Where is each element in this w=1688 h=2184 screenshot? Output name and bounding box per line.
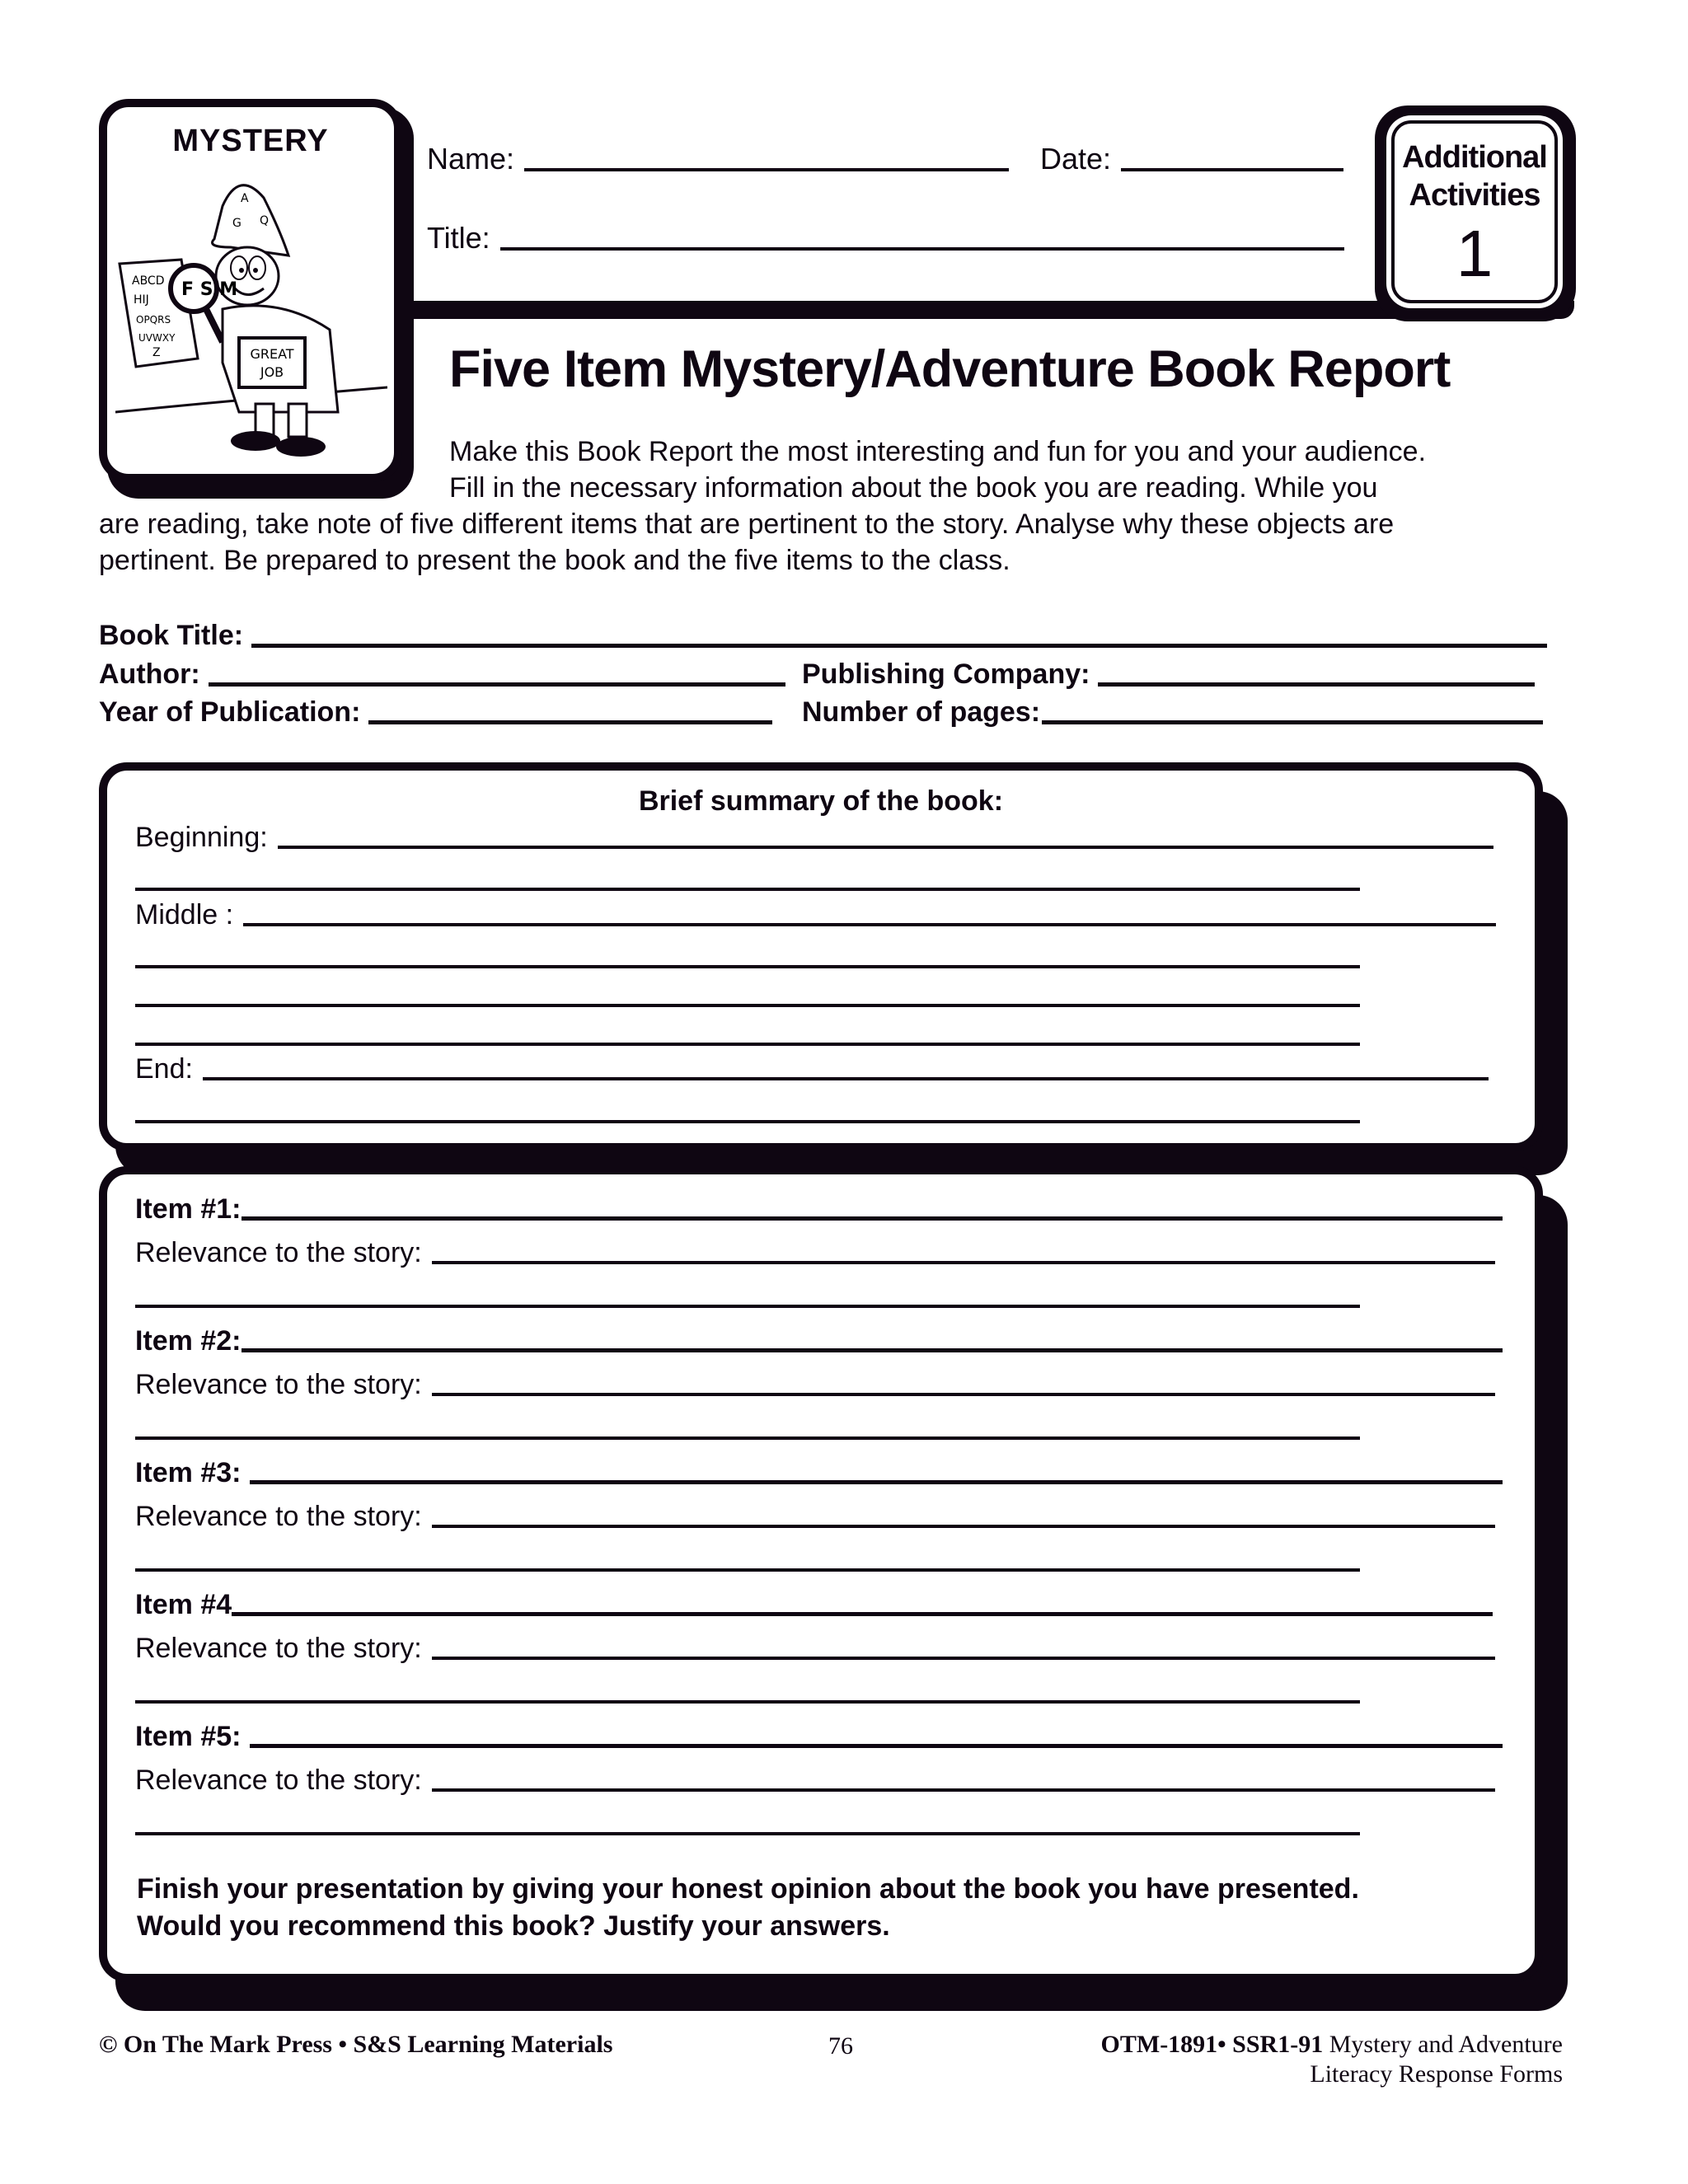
intro-line-1: Make this Book Report the most interesting and fun for you and your audience. (449, 436, 1427, 467)
svg-text:F S M: F S M (181, 279, 238, 300)
item-5-input-line[interactable] (250, 1744, 1503, 1748)
book-title-input-line[interactable] (251, 644, 1547, 648)
footer-code: OTM-1891• SSR1-91 (1100, 2031, 1324, 2058)
name-input-line[interactable] (524, 168, 1009, 171)
pages-row (802, 696, 1543, 729)
svg-text:G: G (232, 217, 241, 230)
date-field-row (1040, 142, 1343, 176)
item-2-relevance-row (135, 1369, 1495, 1401)
middle-label: Middle : (135, 899, 234, 930)
category-label: MYSTERY (172, 124, 329, 158)
item-1-label: Item #1: (135, 1193, 241, 1225)
publishing-company-label: Publishing Company: (802, 658, 1090, 690)
badge-number: 1 (1456, 217, 1493, 290)
item-1-row (135, 1193, 1503, 1226)
pages-input-line[interactable] (1042, 720, 1543, 724)
title-field-row (427, 221, 1344, 255)
item-4-relevance-line-2[interactable] (135, 1700, 1360, 1704)
item-4-row (135, 1589, 1493, 1621)
item-3-relevance-row (135, 1501, 1495, 1533)
svg-text:UVWXY: UVWXY (138, 332, 176, 344)
item-2-relevance-line-2[interactable] (135, 1436, 1360, 1440)
footer-series-title: Mystery and Adventure (1323, 2031, 1563, 2058)
book-title-row (99, 620, 1547, 652)
item-1-relevance-line-2[interactable] (135, 1305, 1360, 1308)
title-input-line[interactable] (500, 247, 1344, 251)
year-row (99, 696, 772, 729)
item-2-label: Item #2: (135, 1325, 241, 1357)
middle-row (135, 899, 1496, 931)
items-panel (99, 1166, 1543, 1982)
item-5-relevance-line-2[interactable] (135, 1832, 1360, 1835)
item-1-relevance-input-line[interactable] (432, 1261, 1495, 1264)
item-3-relevance-input-line[interactable] (432, 1525, 1495, 1528)
footer-series-line-1 (1101, 2031, 1563, 2059)
name-label: Name: (427, 142, 515, 176)
svg-text:OPQRS: OPQRS (136, 314, 171, 326)
item-5-relevance-label: Relevance to the story: (135, 1765, 422, 1796)
page-title: Five Item Mystery/Adventure Book Report (449, 340, 1451, 398)
item-3-input-line[interactable] (250, 1480, 1503, 1484)
closing-line-2: Would you recommend this book? Justify your answers. (137, 1910, 890, 1942)
svg-text:Q: Q (260, 214, 270, 227)
end-input-line[interactable] (203, 1077, 1489, 1080)
footer-page-number: 76 (828, 2032, 853, 2060)
item-2-relevance-input-line[interactable] (432, 1393, 1495, 1396)
item-4-relevance-input-line[interactable] (432, 1657, 1495, 1660)
middle-line-3[interactable] (135, 1004, 1360, 1007)
item-4-relevance-row (135, 1633, 1495, 1665)
item-4-label: Item #4 (135, 1589, 232, 1620)
title-label: Title: (427, 221, 490, 255)
end-label: End: (135, 1053, 193, 1085)
item-2-relevance-label: Relevance to the story: (135, 1369, 422, 1400)
year-of-publication-label: Year of Publication: (99, 696, 361, 728)
author-label: Author: (99, 658, 200, 690)
item-4-input-line[interactable] (232, 1612, 1493, 1616)
item-3-row (135, 1457, 1503, 1489)
beginning-input-line[interactable] (278, 846, 1493, 849)
additional-activities-badge (1375, 105, 1576, 321)
item-4-relevance-label: Relevance to the story: (135, 1633, 422, 1664)
middle-line-2[interactable] (135, 965, 1360, 968)
item-3-label: Item #3: (135, 1457, 241, 1488)
item-3-relevance-line-2[interactable] (135, 1568, 1360, 1572)
book-title-label: Book Title: (99, 620, 244, 651)
svg-text:A: A (241, 192, 249, 205)
item-5-relevance-row (135, 1765, 1495, 1797)
item-5-label: Item #5: (135, 1721, 241, 1752)
beginning-line-2[interactable] (135, 888, 1360, 891)
summary-heading: Brief summary of the book: (638, 785, 1004, 817)
badge-line-1: Additional (1402, 140, 1547, 175)
middle-input-line[interactable] (243, 923, 1496, 926)
author-row (99, 658, 785, 691)
footer-series-line-2: Literacy Response Forms (1310, 2060, 1563, 2088)
publishing-company-input-line[interactable] (1098, 682, 1535, 687)
badge-line-2: Activities (1409, 178, 1540, 213)
year-input-line[interactable] (368, 720, 772, 724)
item-1-relevance-label: Relevance to the story: (135, 1237, 422, 1268)
item-5-row (135, 1721, 1503, 1753)
author-input-line[interactable] (209, 682, 785, 687)
intro-line-3: are reading, take note of five different items that are pertinent to the story. Analyse why these objects are (99, 509, 1395, 540)
intro-line-4: pertinent. Be prepared to present the book and the five items to the class. (99, 545, 1010, 576)
detective-illustration-icon (115, 165, 387, 462)
name-field-row (427, 142, 1009, 176)
item-1-relevance-row (135, 1237, 1495, 1269)
footer-copyright: © On The Mark Press • S&S Learning Materials (99, 2031, 613, 2058)
item-5-relevance-input-line[interactable] (432, 1788, 1495, 1792)
svg-text:JOB: JOB (260, 364, 284, 380)
date-label: Date: (1040, 142, 1112, 176)
end-line-2[interactable] (135, 1120, 1360, 1123)
summary-panel (99, 762, 1543, 1151)
publishing-company-row (802, 658, 1535, 691)
mystery-category-box (99, 99, 402, 482)
beginning-label: Beginning: (135, 822, 268, 853)
beginning-row (135, 822, 1493, 854)
svg-text:ABCD: ABCD (132, 274, 165, 288)
end-row (135, 1053, 1489, 1085)
svg-text:Z: Z (152, 346, 161, 359)
item-3-relevance-label: Relevance to the story: (135, 1501, 422, 1532)
date-input-line[interactable] (1121, 168, 1343, 171)
item-2-row (135, 1325, 1503, 1357)
item-2-input-line[interactable] (241, 1348, 1503, 1352)
item-1-input-line[interactable] (241, 1216, 1503, 1221)
intro-line-2: Fill in the necessary information about the book you are reading. While you (449, 472, 1378, 504)
middle-line-4[interactable] (135, 1043, 1360, 1046)
number-of-pages-label: Number of pages: (802, 696, 1041, 728)
svg-text:HIJ: HIJ (134, 293, 149, 307)
svg-text:GREAT: GREAT (250, 346, 294, 362)
closing-line-1: Finish your presentation by giving your honest opinion about the book you have presented. (137, 1873, 1359, 1905)
